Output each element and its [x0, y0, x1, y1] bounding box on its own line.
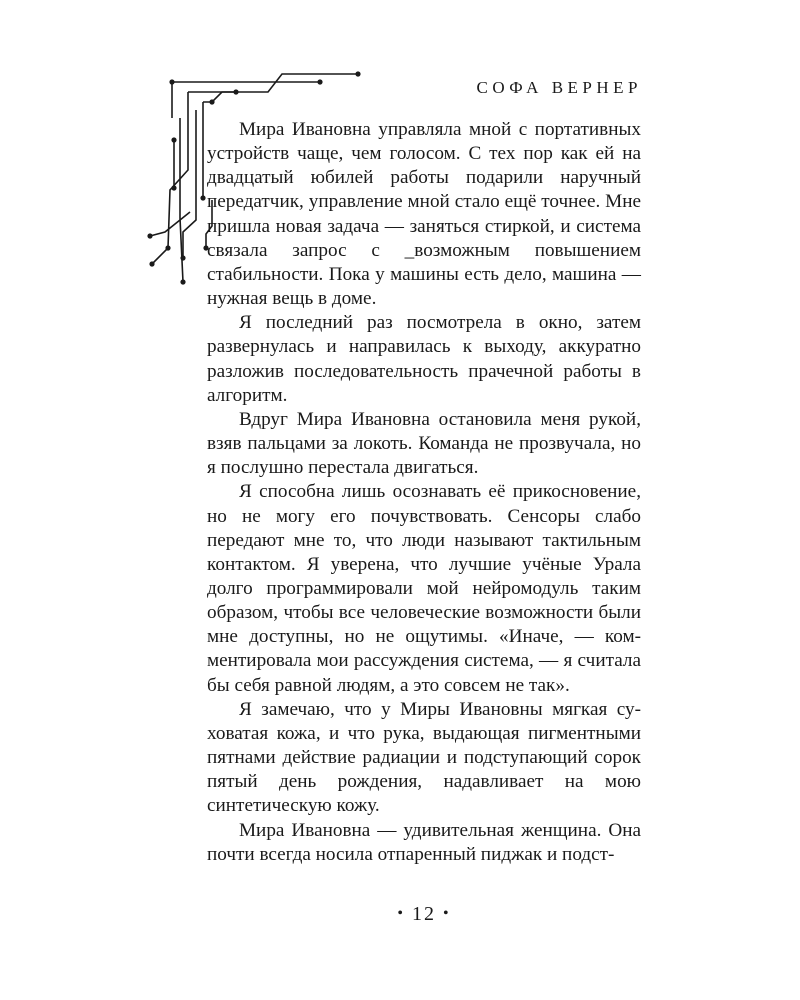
- body-text: [207, 118, 641, 867]
- running-head-author: СОФА ВЕРНЕР: [476, 78, 642, 97]
- paragraph: Я замечаю, что у Миры Ивановны мягкая суховатая кожа, и что рука, выдающая пигментными пятнами действие радиации и подступающий сорок пятый день рождения, надавливает на мою синтетическую кожу.: [207, 698, 641, 817]
- bullet-right: •: [443, 905, 451, 922]
- paragraph: Вдруг Мира Ивановна остановила меня рукой, взяв пальцами за локоть. Команда не прозвучала, но я послушно перестала двигаться.: [207, 408, 641, 479]
- page-number-value: 12: [412, 903, 436, 925]
- paragraph: Мира Ивановна — удивительная женщина. Она почти всегда носила отпаренный пиджак и подст-: [207, 819, 641, 865]
- paragraph: Мира Ивановна управляла мной с портативных устройств чаще, чем голосом. С тех пор как ей на двадцатый юбилей работы подарили наручный передатчик, управление мной стало ещё точнее. Мне пришла новая задача — заняться стиркой, и система связала запрос с _возможным повышением стабильности. Пока у машины есть дело, машина — нужная вещь в доме.: [207, 119, 641, 310]
- paragraph: Я способна лишь осознавать её прикосновение, но не могу его почувствовать. Сенсоры слабо передают мне то, что люди называют тактильным контактом. Я уверена, что лучшие учёные Урала долго программировали мой нейромодуль таким образом, чтобы все человеческие возможности были мне доступны, но не ощутимы. «Иначе, — комментировала мои рассуждения система, — я считала бы себя равной людям, а это совсем не так».: [207, 481, 641, 696]
- bullet-left: •: [397, 905, 405, 922]
- page-number: [0, 903, 800, 926]
- paragraph: Я последний раз посмотрела в окно, затем развернулась и направилась к выходу, аккуратно разложив последовательность прачечной работы в алгоритм.: [207, 312, 641, 406]
